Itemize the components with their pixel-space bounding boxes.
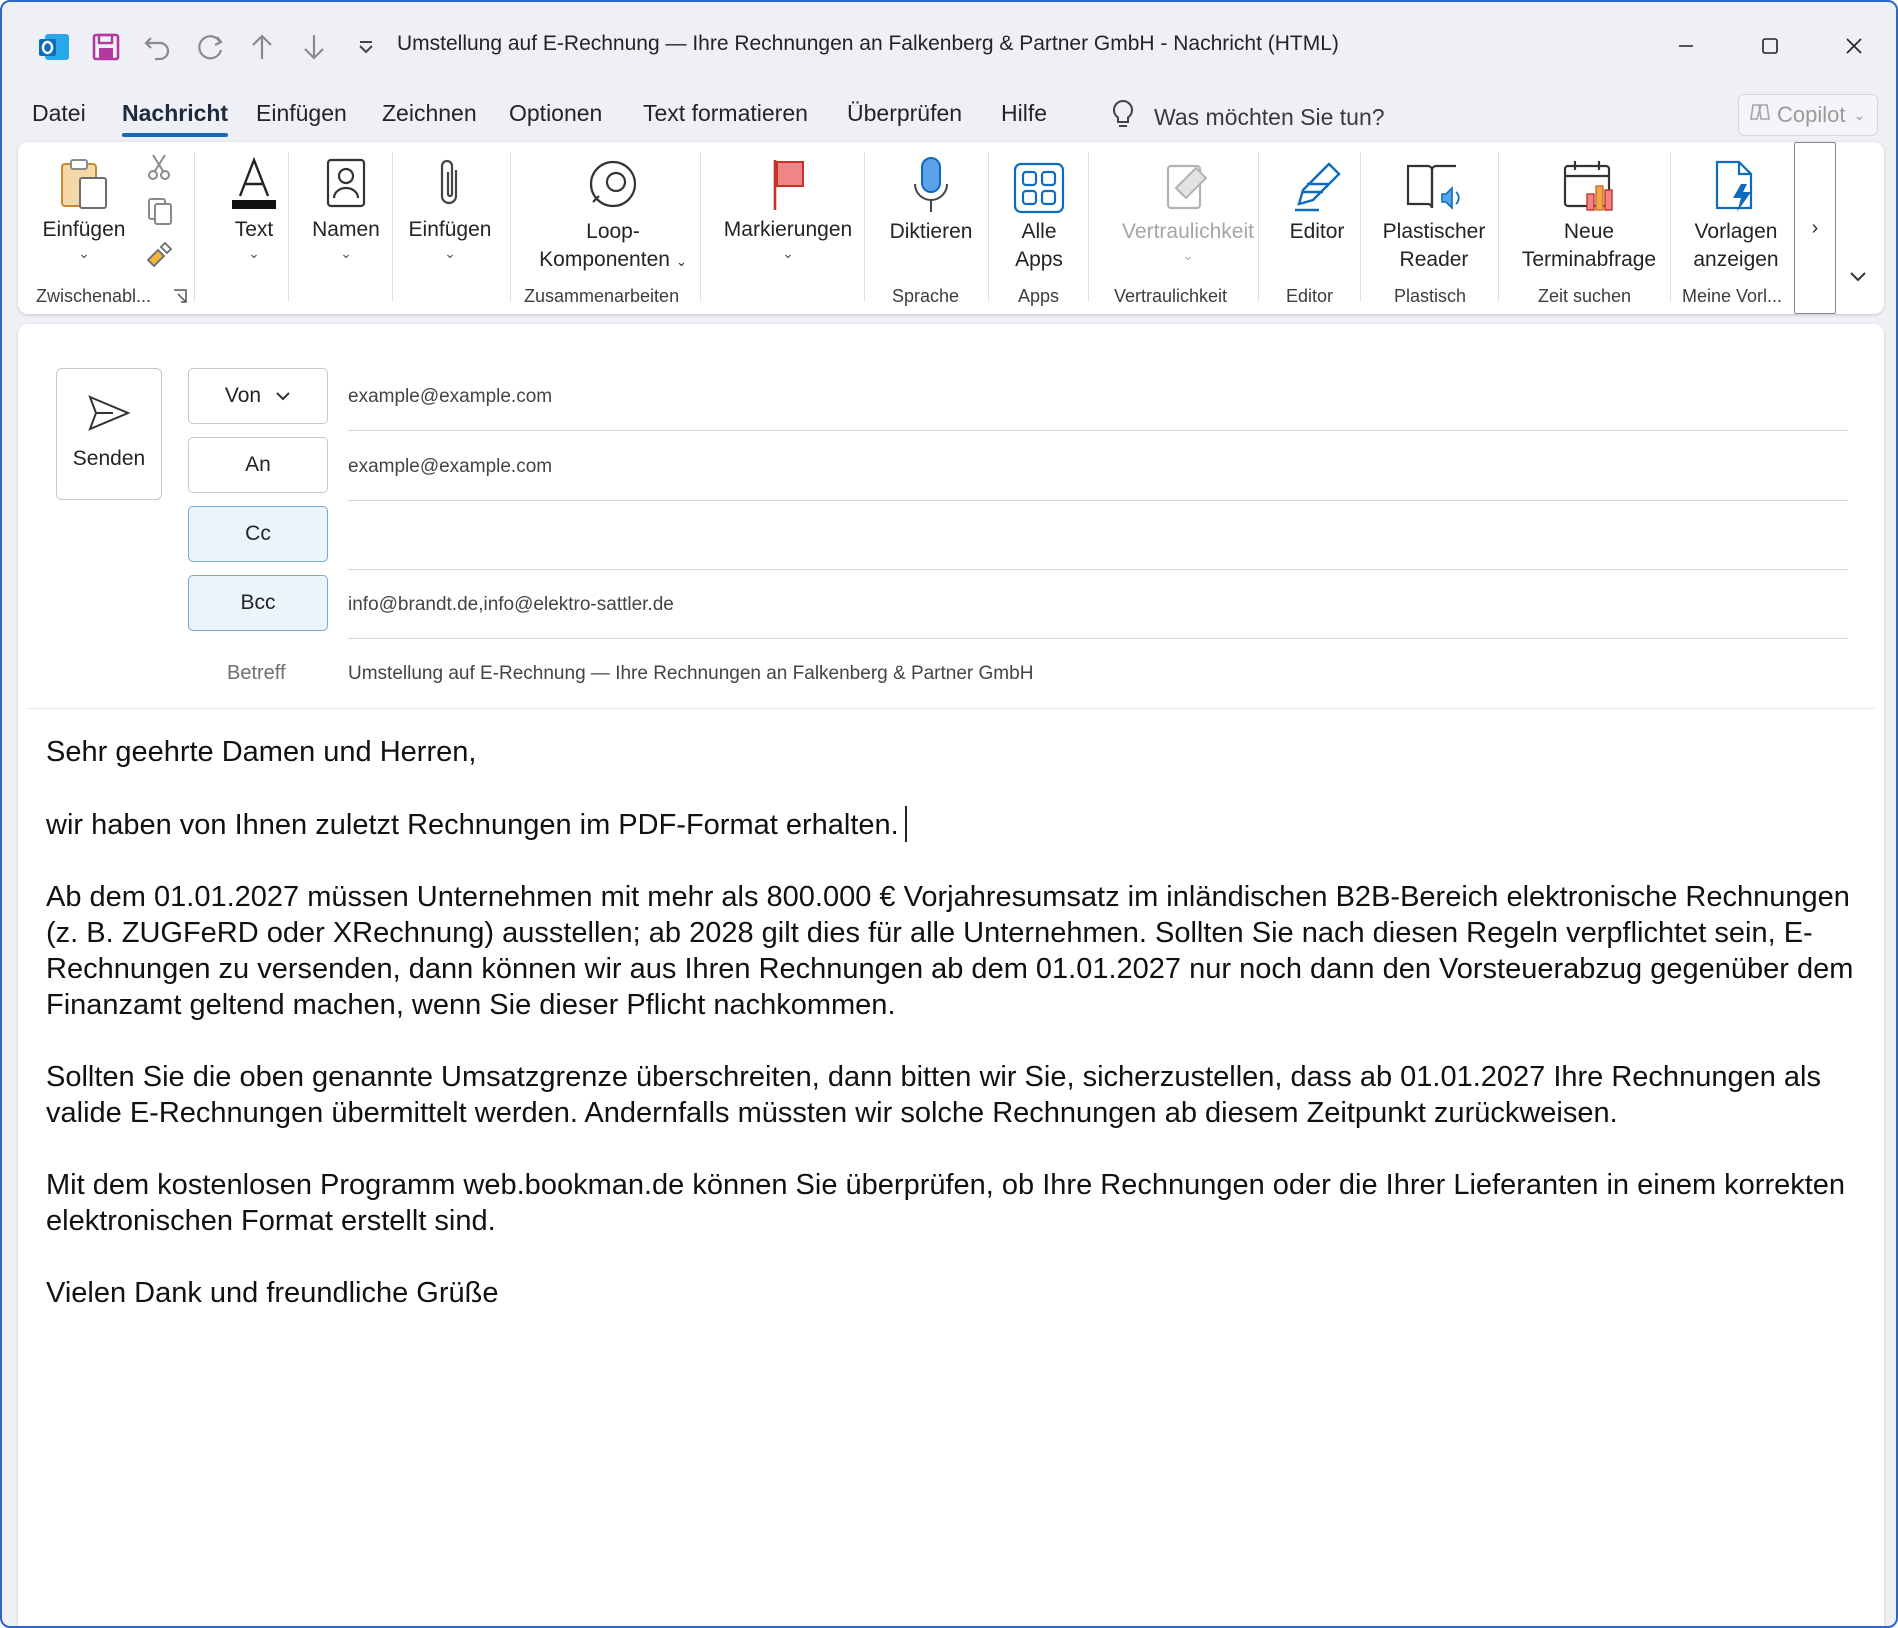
minimize-icon[interactable]	[1644, 2, 1728, 90]
copilot-label: Copilot	[1777, 102, 1846, 127]
chevron-down-icon: ⌄	[78, 245, 90, 261]
redo-icon[interactable]	[184, 21, 236, 73]
window-title: Umstellung auf E-Rechnung — Ihre Rechnungen an Falkenberg & Partner GmbH - Nachricht (HTML)	[397, 32, 1339, 55]
menu-bar	[2, 92, 1896, 140]
tell-me-label: Was möchten Sie tun?	[1154, 103, 1385, 130]
loop-label-1: Loop-	[586, 220, 640, 243]
ribbon-scroll-right[interactable]	[1794, 142, 1836, 314]
chevron-down-icon: ⌄	[782, 245, 794, 261]
group-findtime-label: Zeit suchen	[1538, 286, 1632, 306]
from-field[interactable]: example@example.com	[348, 386, 553, 407]
close-icon[interactable]	[1812, 2, 1896, 90]
tab-hilfe[interactable]: Hilfe	[1001, 100, 1048, 126]
group-separator	[864, 152, 865, 302]
message-body[interactable]	[46, 734, 1856, 1347]
field-divider	[348, 430, 1848, 431]
cc-field[interactable]	[348, 525, 1848, 555]
from-button[interactable]	[188, 368, 328, 424]
body-closing: Vielen Dank und freundliche Grüße	[46, 1277, 499, 1309]
body-paragraph-2: Ab dem 01.01.2027 müssen Unternehmen mit mehr als 800.000 € Vorjahresumsatz im inländischen B2B-Bereich elektronische Rechnungen (z. B. ZUGFeRD oder XRechnung) ausstellen; ab 2028 gilt dies für alle Unternehmen. Sollten Sie nach diesen Regeln verpflichtet sein, E-Rechnungen zu versenden, dann können wir aus Ihren Rechnungen ab dem 01.01.2027 nur noch dann den Vorsteuerabzug gegenüber dem Finanzamt geltend machen, wenn Sie dieser Pflicht nachkommen.	[46, 881, 1854, 1021]
undo-icon[interactable]	[132, 21, 184, 73]
chevron-down-icon: ⌄	[340, 245, 352, 261]
tab-text-formatieren[interactable]: Text formatieren	[643, 100, 808, 126]
tab-ueberpruefen[interactable]: Überprüfen	[847, 100, 963, 126]
loop-label-2: Komponenten	[539, 248, 670, 271]
poll-label-2: Terminabfrage	[1521, 248, 1657, 271]
text-button[interactable]	[204, 150, 304, 262]
insert-label: Einfügen	[408, 218, 492, 241]
compose-pane	[18, 324, 1884, 1628]
chevron-down-icon	[275, 384, 291, 408]
address-book-icon	[296, 150, 396, 212]
all-apps-button[interactable]	[996, 150, 1082, 274]
body-paragraph-1-text: wir haben von Ihnen zuletzt Rechnungen im PDF-Format erhalten.	[46, 809, 899, 841]
group-separator	[510, 152, 511, 302]
bcc-button[interactable]: Bcc	[188, 575, 328, 631]
body-paragraph-4: Mit dem kostenlosen Programm web.bookman.de können Sie überprüfen, ob Ihre Rechnungen oder die Ihrer Lieferanten in einem korrekten elektronischen Format erstellt sind.	[46, 1169, 1846, 1237]
group-collaborate-label: Zusammenarbeiten	[524, 286, 680, 306]
insert-attachment-button[interactable]	[402, 150, 498, 262]
group-separator	[988, 152, 989, 302]
send-icon	[57, 393, 161, 439]
paste-label: Einfügen	[42, 218, 126, 241]
chevron-down-icon: ⌄	[675, 254, 687, 269]
microphone-icon	[876, 150, 986, 214]
to-button[interactable]: An	[188, 437, 328, 493]
window-controls	[1644, 2, 1896, 90]
send-label: Senden	[72, 447, 146, 470]
lightbulb-icon	[1110, 98, 1136, 136]
editor-button[interactable]	[1274, 150, 1360, 246]
apps-label-2: Apps	[1015, 248, 1063, 271]
apps-grid-icon	[996, 150, 1082, 214]
immersive-reader-icon	[1374, 150, 1494, 214]
chevron-down-icon: ⌄	[1853, 106, 1866, 123]
dictate-label: Diktieren	[889, 220, 973, 243]
maximize-icon[interactable]	[1728, 2, 1812, 90]
sensitivity-label: Vertraulichkeit	[1122, 220, 1254, 243]
from-label: Von	[224, 384, 262, 407]
names-label: Namen	[312, 218, 380, 241]
copy-icon[interactable]	[146, 196, 174, 231]
immersive-reader-button[interactable]	[1374, 150, 1494, 274]
group-separator	[1088, 152, 1089, 302]
customize-qat-icon[interactable]	[340, 21, 392, 73]
reader-label-1: Plastischer	[1382, 220, 1486, 243]
send-button[interactable]	[56, 368, 162, 500]
loop-components-button[interactable]	[528, 150, 698, 276]
group-separator	[700, 152, 701, 302]
group-separator	[194, 152, 195, 302]
ribbon	[18, 142, 1884, 314]
group-separator	[392, 152, 393, 302]
group-mytemplates-label: Meine Vorl...	[1682, 286, 1783, 306]
outlook-app-icon	[28, 21, 80, 73]
group-separator	[1498, 152, 1499, 302]
group-editor-label: Editor	[1286, 286, 1334, 306]
title-bar	[2, 2, 1896, 92]
reader-label-2: Reader	[1399, 248, 1469, 271]
tab-zeichnen[interactable]: Zeichnen	[382, 100, 477, 126]
bcc-field[interactable]: info@brandt.de,info@elektro-sattler.de	[348, 594, 674, 615]
text-label: Text	[234, 218, 274, 241]
group-separator	[1360, 152, 1361, 302]
view-templates-button[interactable]	[1682, 150, 1790, 274]
field-divider	[348, 638, 1848, 639]
copilot-icon	[1749, 102, 1771, 128]
editor-pen-icon	[1274, 150, 1360, 214]
body-paragraph-1	[46, 806, 1856, 843]
field-divider	[348, 569, 1848, 570]
flags-button[interactable]	[714, 150, 862, 262]
group-immersive-label: Plastisch	[1394, 286, 1467, 306]
sensitivity-button[interactable]	[1104, 150, 1272, 264]
chevron-right-icon: ›	[1811, 216, 1819, 239]
font-color-icon	[204, 150, 304, 212]
group-separator	[1258, 152, 1259, 302]
tab-optionen[interactable]: Optionen	[509, 100, 603, 126]
paperclip-icon	[402, 150, 498, 212]
group-apps-label: Apps	[1018, 286, 1060, 306]
poll-label-1: Neue	[1563, 220, 1615, 243]
chevron-down-icon: ⌄	[444, 245, 456, 261]
down-arrow-icon[interactable]	[288, 21, 340, 73]
format-painter-icon[interactable]	[144, 240, 174, 275]
tab-nachricht[interactable]: Nachricht	[122, 100, 229, 126]
up-arrow-icon[interactable]	[236, 21, 288, 73]
chevron-down-icon: ⌄	[1182, 247, 1194, 263]
group-separator	[288, 152, 289, 302]
subject-field[interactable]: Umstellung auf E-Rechnung — Ihre Rechnungen an Falkenberg & Partner GmbH	[348, 663, 1034, 684]
quick-access-toolbar	[28, 21, 392, 73]
group-sensitivity-label: Vertraulichkeit	[1114, 286, 1228, 306]
subject-label: Betreff	[227, 662, 286, 684]
names-button[interactable]	[296, 150, 396, 262]
templates-label-2: anzeigen	[1693, 248, 1779, 271]
body-greeting: Sehr geehrte Damen und Herren,	[46, 736, 477, 768]
cut-icon[interactable]	[146, 152, 172, 187]
group-clipboard-label: Zwischenabl...	[36, 286, 152, 306]
apps-label-1: Alle	[1021, 220, 1057, 243]
flag-icon	[714, 150, 862, 212]
scheduling-poll-button[interactable]	[1514, 150, 1664, 274]
field-divider	[348, 500, 1848, 501]
group-separator	[1670, 152, 1671, 302]
header-body-divider	[28, 708, 1874, 709]
loop-icon	[528, 150, 698, 214]
sensitivity-icon	[1104, 150, 1272, 214]
chevron-down-icon: ⌄	[248, 245, 260, 261]
group-voice-label: Sprache	[892, 286, 960, 306]
editor-label: Editor	[1289, 220, 1345, 243]
text-cursor	[905, 806, 907, 842]
clipboard-icon	[36, 150, 132, 212]
paste-button[interactable]	[36, 150, 132, 262]
dictate-button[interactable]	[876, 150, 986, 246]
to-field[interactable]: example@example.com	[348, 456, 553, 477]
body-paragraph-3: Sollten Sie die oben genannte Umsatzgrenze überschreiten, dann bitten wir Sie, sicherzustellen, dass ab 01.01.2027 Ihre Rechnungen als valide E-Rechnungen übermittelt werden. Andernfalls müssten wir solche Rechnungen ab diesem Zeitpunkt zurückweisen.	[46, 1061, 1821, 1129]
tab-datei[interactable]: Datei	[32, 100, 86, 126]
cc-button[interactable]: Cc	[188, 506, 328, 562]
calendar-poll-icon	[1514, 150, 1664, 214]
tell-me-search[interactable]	[1110, 98, 1385, 136]
flags-label: Markierungen	[723, 218, 853, 241]
ribbon-collapse-chevron-icon[interactable]	[1848, 270, 1868, 289]
templates-label-1: Vorlagen	[1694, 220, 1778, 243]
templates-icon	[1682, 150, 1790, 214]
tab-einfuegen[interactable]: Einfügen	[256, 100, 347, 126]
save-icon[interactable]	[80, 21, 132, 73]
dialog-launcher-icon[interactable]	[172, 288, 188, 309]
copilot-button[interactable]	[1738, 94, 1878, 136]
